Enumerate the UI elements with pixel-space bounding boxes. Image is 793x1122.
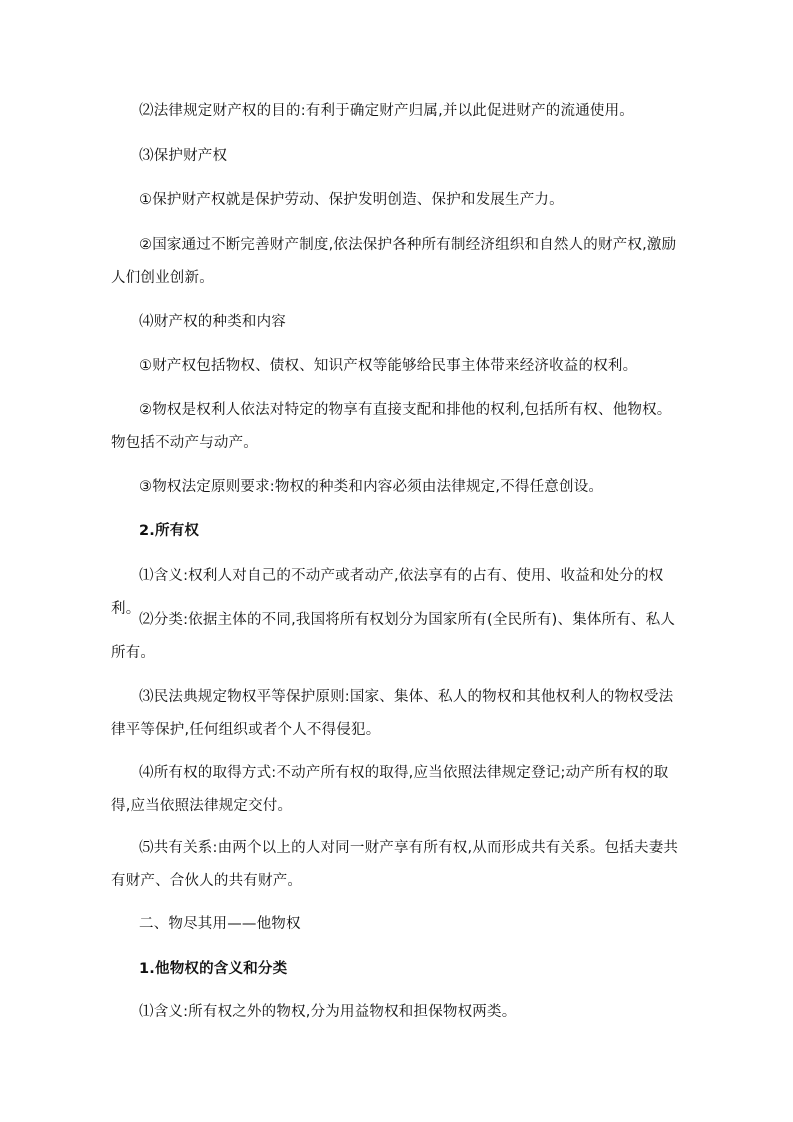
paragraph-property-purpose: ⑵法律规定财产权的目的:有利于确定财产归属,并以此促进财产的流通使用。	[139, 103, 634, 119]
section-heading-ownership: 2.所有权	[139, 523, 200, 539]
paragraph-heading-protect-property: ⑶保护财产权	[139, 148, 228, 164]
paragraph-ownership-classification: ⑵分类:依据主体的不同,我国将所有权划分为国家所有(全民所有)、集体所有、私人所有。	[111, 612, 676, 661]
paragraph-numerus-clausus: ③物权法定原则要求:物权的种类和内容必须由法律规定,不得任意创设。	[139, 479, 604, 495]
paragraph-acquisition: ⑷所有权的取得方式:不动产所有权的取得,应当依照法律规定登记;动产所有权的取得,应当依照法律规定交付。	[111, 765, 669, 814]
section-heading-other-rights-meaning: 1.他物权的含义和分类	[139, 961, 288, 977]
paragraph-ownership-meaning: ⑴含义:权利人对自己的不动产或者动产,依法享有的占有、使用、收益和处分的权利。	[111, 568, 664, 617]
paragraph-state-protection: ②国家通过不断完善财产制度,依法保护各种所有制经济组织和自然人的财产权,激励人们创业创新。	[111, 237, 677, 286]
paragraph-property-includes: ①财产权包括物权、债权、知识产权等能够给民事主体带来经济收益的权利。	[139, 358, 638, 374]
paragraph-protect-labor: ①保护财产权就是保护劳动、保护发明创造、保护和发展生产力。	[139, 192, 564, 208]
paragraph-other-rights-definition: ⑴含义:所有权之外的物权,分为用益物权和担保物权两类。	[139, 1004, 517, 1020]
paragraph-equal-protection: ⑶民法典规定物权平等保护原则:国家、集体、私人的物权和其他权利人的物权受法律平等保护,任何组织或者个人不得侵犯。	[111, 689, 674, 738]
paragraph-co-ownership: ⑸共有关系:由两个以上的人对同一财产享有所有权,从而形成共有关系。包括夫妻共有财产、合伙人的共有财产。	[111, 840, 679, 889]
paragraph-heading-types: ⑷财产权的种类和内容	[139, 314, 286, 330]
chapter-heading-other-rights: 二、物尽其用——他物权	[139, 916, 301, 932]
paragraph-real-right-definition: ②物权是权利人依法对特定的物享有直接支配和排他的权利,包括所有权、他物权。物包括不动产与动产。	[111, 402, 672, 451]
